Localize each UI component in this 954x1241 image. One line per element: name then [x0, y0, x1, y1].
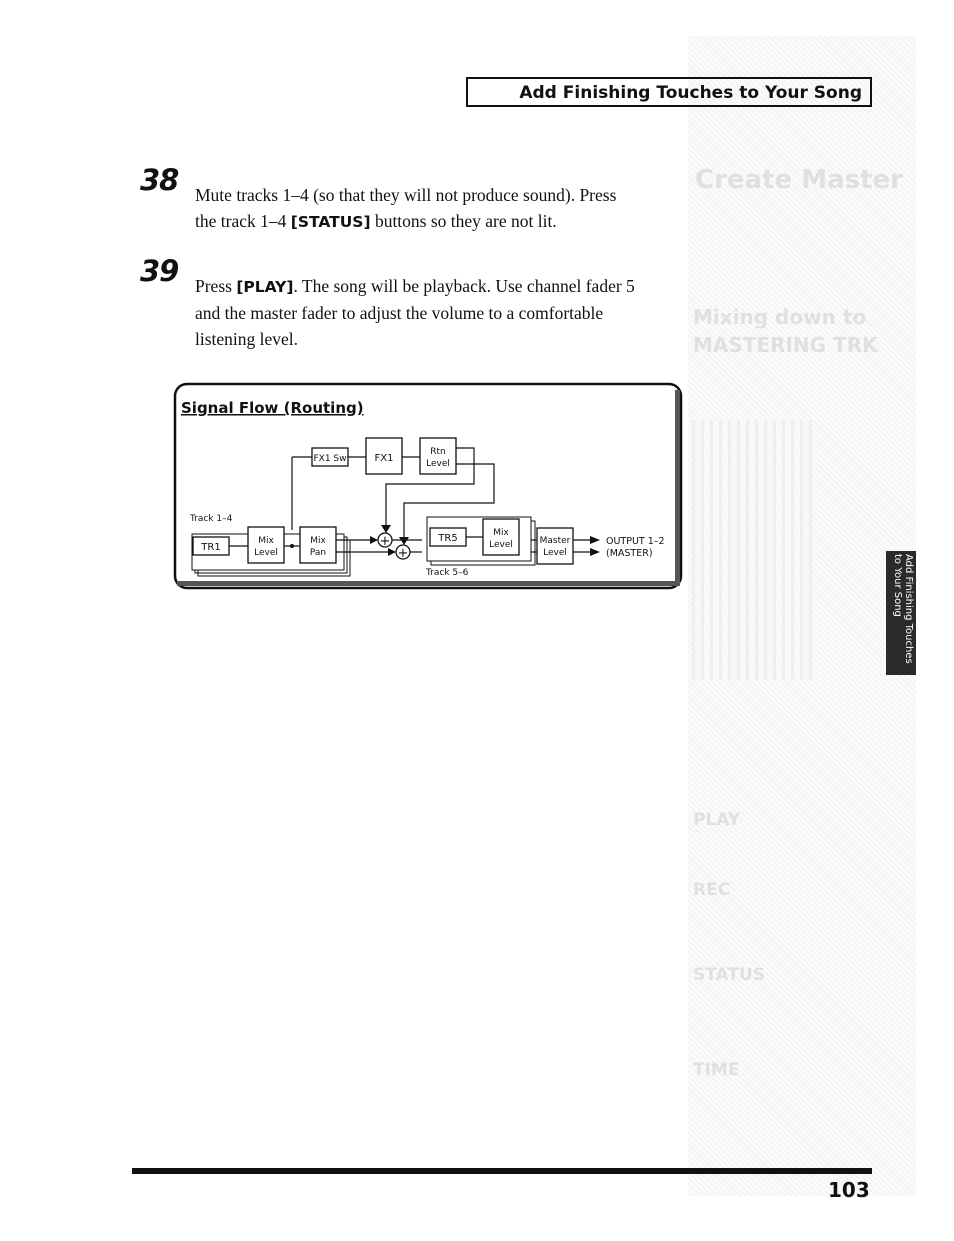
mix-level-label: Level: [254, 548, 278, 558]
diagram-frame-shadow: [675, 390, 680, 585]
track-5-6-label: Track 5–6: [426, 568, 469, 578]
section-header-title: Add Finishing Touches to Your Song: [519, 83, 862, 103]
fx1-sw-label: FX1 Sw: [313, 454, 347, 464]
step-text-line: listening level.: [195, 329, 299, 349]
arrow-head: [590, 548, 600, 556]
chapter-side-tab-label: Add Finishing Touches to Your Song: [892, 554, 914, 664]
play-button-ref: [PLAY]: [236, 278, 294, 296]
page-number: 103: [828, 1178, 870, 1202]
arrow-head: [370, 536, 378, 544]
step-text: [195, 182, 675, 235]
step-text-line: . The song will be playback. Use channel fader 5: [293, 276, 635, 296]
diagram-frame-shadow: [177, 581, 680, 586]
step-text-line: Mute tracks 1–4 (so that they will not produce sound). Press: [195, 185, 617, 205]
step-number: 39: [140, 254, 179, 288]
rtn-level-label: Rtn: [430, 447, 446, 457]
step-text-line: Press: [195, 276, 237, 296]
mix-pan-label: Mix: [310, 536, 326, 546]
ghost-text: MASTERING TRK: [693, 333, 878, 357]
tr5-label: TR5: [438, 533, 458, 544]
step-text: [195, 273, 675, 352]
section-header: [466, 77, 872, 107]
status-button-ref: [STATUS]: [290, 213, 371, 231]
ghost-text: STATUS: [693, 965, 766, 985]
ghost-panel: [692, 420, 812, 680]
diagram-title: Signal Flow (Routing): [181, 399, 364, 417]
tr1-label: TR1: [201, 542, 221, 553]
mix-level-label: Mix: [258, 536, 274, 546]
plus-sign: +: [379, 534, 391, 549]
ghost-text: Create Master: [695, 165, 903, 195]
arrow-head: [590, 536, 600, 544]
ghost-text: PLAY: [693, 810, 741, 830]
master-level-block: [537, 528, 573, 564]
rtn-level-label: Level: [426, 459, 450, 469]
mix-level-b-label: Level: [489, 540, 513, 550]
step-text-line: and the master fader to adjust the volume to a comfortable: [195, 303, 604, 323]
step-text-line: the track 1–4: [195, 211, 291, 231]
ghost-text: REC: [693, 880, 731, 900]
ghost-text: TIME: [693, 1060, 740, 1080]
arrow-head: [388, 548, 396, 556]
ghost-text: Mixing down to: [693, 305, 867, 329]
track-1-4-label: Track 1–4: [190, 514, 233, 524]
signal-flow-diagram: [172, 380, 684, 592]
master-level-label: Level: [543, 548, 567, 558]
arrow-head: [399, 537, 409, 545]
fx1-label: FX1: [374, 453, 394, 464]
master-out-label: (MASTER): [606, 548, 653, 559]
mix-level-b-label: Mix: [493, 528, 509, 538]
master-level-label: Master: [539, 536, 571, 546]
junction-dot: [290, 544, 294, 548]
step-text-line: buttons so they are not lit.: [370, 211, 557, 231]
footer-rule: [132, 1168, 872, 1174]
output-label: OUTPUT 1–2: [606, 536, 665, 547]
step-number: 38: [140, 163, 179, 197]
plus-sign: +: [397, 546, 409, 561]
mix-pan-label: Pan: [309, 548, 327, 558]
arrow-head: [381, 525, 391, 533]
